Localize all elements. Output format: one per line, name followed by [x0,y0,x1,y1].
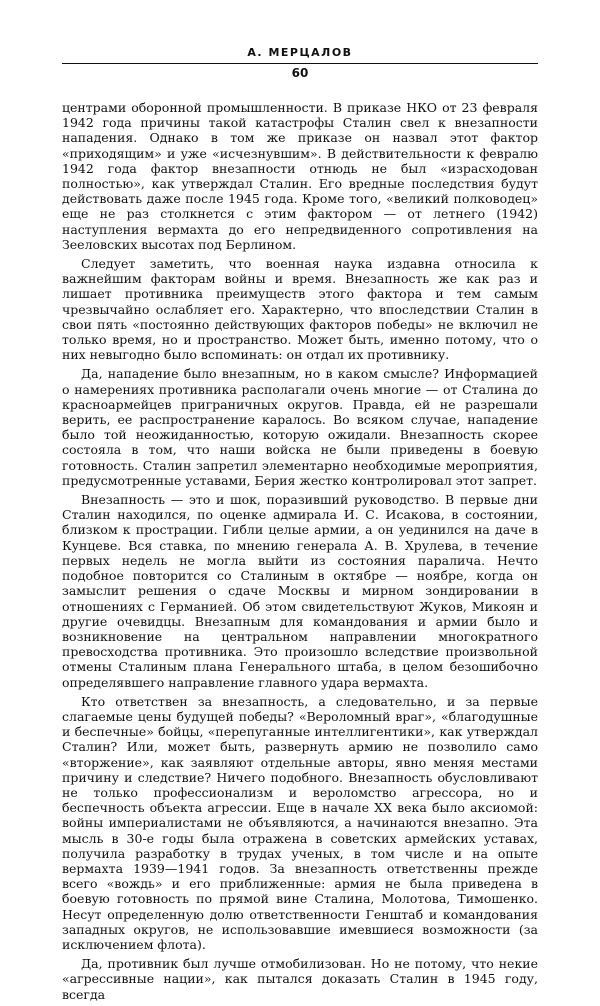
running-head: А. МЕРЦАЛОВ [247,46,353,59]
page-header [62,46,538,81]
paragraph: Да, нападение было внезапным, но в каком смысле? Информацией о намерениях противника располагали очень многие — от Сталина до красноармейцев приграничных округов. Правда, ей не разрешали верить, ее распространение каралось. Во всяком случае, нападение было той неожиданностью, которую ожидали. Внезапность скорее состояла в том, что наши войска не были приведены в боевую готовность. Сталин запретил элементарно необходимые мероприятия, предусмотренные уставами, Берия жестко контролировал этот запрет. [62,366,538,488]
paragraph: Да, противник был лучше отмобилизован. Но не потому, что некие «агрессивные нации», как пытался доказать Сталин в 1945 году, всегда [62,956,538,1002]
header-rule [62,63,538,64]
paragraph: Внезапность — это и шок, поразивший руководство. В первые дни Сталин находился, по оценке адмирала И. С. Исакова, в состоянии, близком к прострации. Гибли целые армии, а он уединился на даче в Кунцеве. Вся ставка, по мнению генерала А. В. Хрулева, в течение первых недель не могла выйти из состояния паралича. Нечто подобное повторится со Сталиным в октябре — ноябре, когда он замыслит решения о сдаче Москвы и мирном зондировании в отношениях с Германией. Об этом свидетельствуют Жуков, Микоян и другие очевидцы. Внезапным для командования и армии было и возникновение на центральном направлении многократного превосходства противника. Это произошло вследствие произвольной отмены Сталиным плана Генерального штаба, в целом безошибочно определявшего направление главного удара вермахта. [62,492,538,690]
body-text [62,100,538,1006]
paragraph: центрами оборонной промышленности. В приказе НКО от 23 февраля 1942 года причины такой катастрофы Сталин свел к внезапности нападения. Однако в том же приказе он назвал этот фактор «приходящим» и уже «исчезнувшим». В действительности к февралю 1942 года фактор внезапности отнюдь не был «израсходован полностью», как утверждал Сталин. Его вредные последствия будут действовать даже после 1945 года. Кроме того, «великий полководец» еще не раз столкнется с этим фактором — от летнего (1942) наступления вермахта до его непредвиденного сопротивления на Зееловских высотах под Берлином. [62,100,538,252]
paragraph: Кто ответствен за внезапность, а следовательно, и за первые слагаемые цены будущей победы? «Вероломный враг», «благодушные и беспечные» бойцы, «перепуганные интеллигентики», как утверждал Сталин? Или, может быть, развернуть армию не позволило само «вторжение», как заявляют отдельные авторы, явно меняя местами причину и следствие? Ничего подобного. Внезапность обусловливают не только профессионализм и вероломство агрессора, но и беспечность объекта агрессии. Еще в начале XX века было аксиомой: войны империалистами не объявляются, а начинаются внезапно. Эта мысль в 30-е годы была отражена в советских армейских уставах, получила разработку в трудах ученых, в том числе и на опыте вермахта 1939—1941 годов. За внезапность ответственны прежде всего «вождь» и его приближенные: армия не была приведена в боевую готовность по прямой вине Сталина, Молотова, Тимошенко. Несут определенную долю ответственности Генштаб и командования западных округов, не использовавшие имевшиеся возможности (за исключением флота). [62,693,538,952]
paragraph: Следует заметить, что военная наука издавна относила к важнейшим факторам войны и время. Внезапность же как раз и лишает противника преимуществ этого фактора и тем самым чрезвычайно ослабляет его. Характерно, что впоследствии Сталин в свои пять «постоянно действующих факторов победы» не включил не только время, но и пространство. Может быть, именно потому, что о них невыгодно было вспоминать: он отдал их противнику. [62,256,538,363]
page-number: 60 [291,66,309,80]
